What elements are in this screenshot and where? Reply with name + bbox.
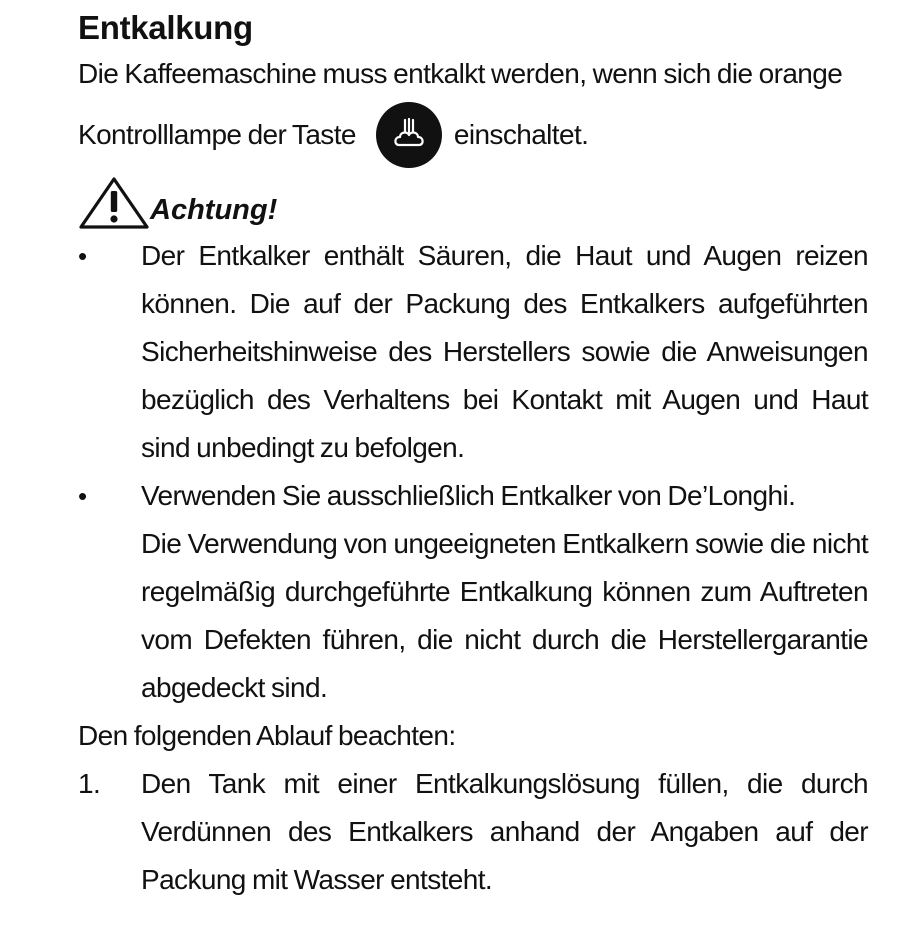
intro-text-after-icon: einschaltet. — [453, 119, 589, 150]
steam-button-icon — [376, 102, 442, 168]
bullet-item — [78, 472, 868, 712]
bullet-paragraph: Verwenden Sie ausschließlich Entkalker von De’Longhi. — [141, 480, 796, 511]
procedure-steps — [78, 760, 868, 904]
bullet-paragraph: Die Verwendung von ungeeigneten Entkalkern sowie die nicht regelmäßig durchgeführte Entkalkung können zum Auftreten vom Defekten führen, die nicht durch die Herstellergarantie abgedeckt sind. — [141, 528, 868, 703]
intro-paragraph — [78, 52, 868, 168]
procedure-intro: Den folgenden Ablauf beachten: — [78, 720, 456, 751]
intro-text-before-icon: Kontrolllampe der Taste — [78, 119, 356, 150]
bullet-marker: • — [78, 481, 87, 511]
warning-label: Achtung! — [150, 194, 278, 226]
warning-bullet-list — [78, 232, 868, 712]
step-number: 1. — [78, 768, 101, 799]
warning-triangle-icon — [78, 176, 150, 230]
warning-heading — [78, 170, 868, 230]
bullet-marker: • — [78, 241, 87, 271]
procedure-step — [78, 760, 868, 904]
step-text: Den Tank mit einer Entkalkungslösung füllen, die durch Verdünnen des Entkalkers anhand der Angaben auf der Packung mit Wasser entsteht. — [141, 768, 868, 895]
bullet-item — [78, 232, 868, 472]
bullet-paragraph: Der Entkalker enthält Säuren, die Haut und Augen reizen können. Die auf der Packung des Entkalkers aufgeführten Sicherheitshinweise des Herstellers sowie die Anweisungen bezüglich des Verhaltens bei Kontakt mit Augen und Haut sind unbedingt zu befolgen. — [141, 240, 868, 463]
section-title: Entkalkung — [78, 9, 253, 46]
intro-line-1: Die Kaffeemaschine muss entkalkt werden, wenn sich die orange — [78, 58, 843, 89]
intro-line-2 — [78, 102, 868, 168]
manual-page — [78, 6, 868, 904]
